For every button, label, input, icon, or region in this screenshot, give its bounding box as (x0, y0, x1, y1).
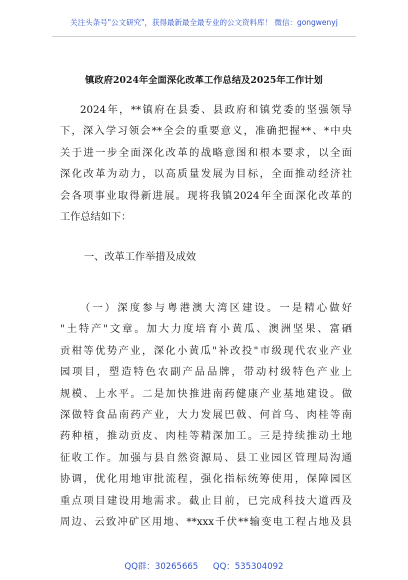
intro-line: 会各项事业取得新进展。现将我镇2024年全面深化改革的 (60, 190, 352, 202)
intro-line: 关于进一步全面深化改革的战略意图和根本要求，以全面 (60, 147, 352, 159)
section1-line: 药种植，推动贡皮、肉桂等精深加工。三是持续推动土地 (60, 431, 352, 443)
section1-line: 贡柑等优势产业，深化小黄瓜"补改投"市级现代农业产业 (60, 345, 352, 357)
footer-qq-group: QQ群：30265665 (124, 562, 199, 572)
header-promo-note: 关注头条号"公文研究"，获得最新最全最专业的公文资料库！ 微信：gongwenyj (70, 18, 338, 27)
header-divider (52, 36, 356, 37)
section1-line: 征收工作。加强与县自然资源局、县工业园区管理局沟通 (60, 452, 352, 464)
section1-line: 重点项目建设用地需求。截止目前，已完成科技大道西及 (60, 495, 352, 507)
section1-line: 协调，优化用地审批流程，强化指标统筹使用，保障园区 (60, 474, 352, 486)
intro-line: 深化改革为动力，以高质量发展为目标，全面推动经济社 (60, 169, 352, 181)
section-heading: 一、改革工作举措及成效 (84, 252, 197, 263)
footer-contact (0, 560, 408, 572)
section1-line: "土特产"文章。加大力度培育小黄瓜、澳洲坚果、富硒 (60, 324, 352, 336)
intro-line: 工作总结如下： (60, 211, 132, 223)
intro-line: 2024年，**镇府在县委、县政府和镇党委的坚强领导 (80, 105, 352, 116)
section1-line: 深做特食品南药产业，大力发展巴戟、何首乌、肉桂等南 (60, 409, 352, 421)
document-title: 镇政府2024年全面深化改革工作总结及2025年工作计划 (85, 75, 323, 86)
section1-paragraph (60, 298, 352, 533)
section1-line: 周边、云致冲矿区用地、**xxx千伏**输变电工程占地及县 (60, 516, 352, 528)
section1-line: 规模、上水平。二是加快推进南药健康产业基地建设。做 (60, 388, 352, 400)
footer-qq: QQ：535304092 (212, 562, 284, 572)
intro-line: 下，深入学习领会**全会的重要意义，准确把握**、*中央 (60, 126, 352, 138)
intro-paragraph (60, 100, 352, 228)
section1-line: （一）深度参与粤港澳大湾区建设。一是精心做好 (80, 303, 352, 314)
section1-line: 园项目，塑造特色农副产品品牌，带动村级特色产业上 (60, 367, 352, 379)
